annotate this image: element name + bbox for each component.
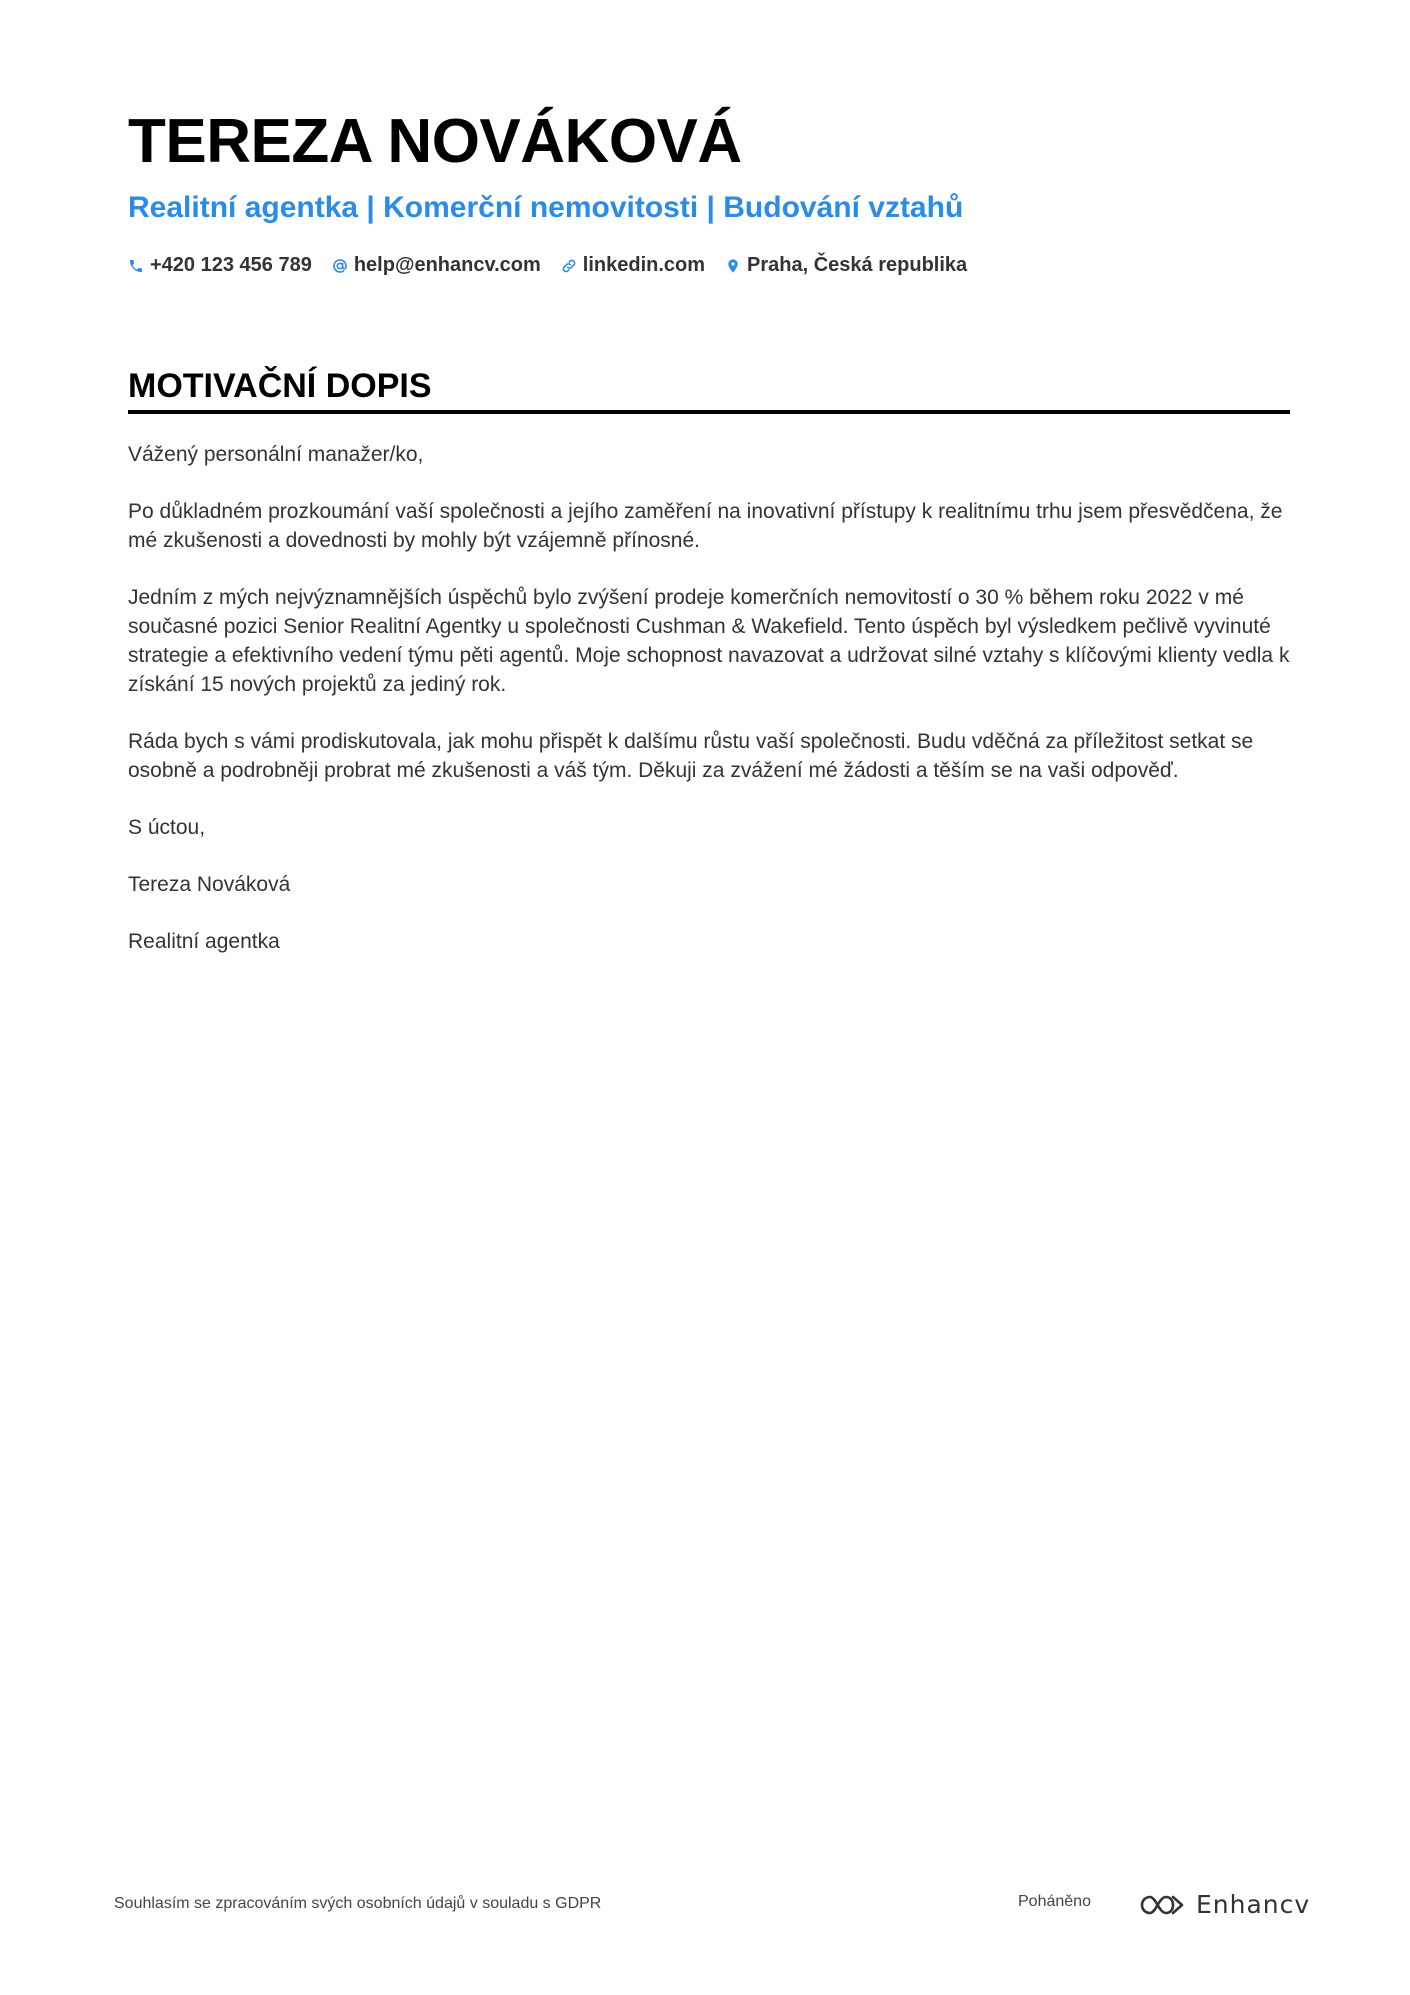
- linkedin-link[interactable]: linkedin.com: [582, 254, 706, 276]
- signature-title: Realitní agentka: [128, 930, 280, 953]
- gdpr-consent: Souhlasím se zpracováním svých osobních údajů v souladu s GDPR: [114, 1895, 602, 1912]
- location-text: Praha, Česká republika: [747, 254, 968, 276]
- contact-linkedin[interactable]: [561, 254, 705, 277]
- letter-closing: S úctou,: [128, 816, 206, 839]
- letter-body: [128, 440, 1296, 984]
- map-pin-icon: [725, 258, 741, 274]
- brand-logo[interactable]: [1138, 1890, 1310, 1919]
- phone-number: +420 123 456 789: [150, 254, 312, 276]
- contact-phone: [128, 254, 312, 277]
- letter-paragraph: Ráda bych s vámi prodiskutovala, jak mohu přispět k dalšímu růstu vaší společnosti. Budu vděčná za příležitost setkat se osobně a podrobněji probrat mé zkušenosti a váš tým. Děkuji za zvážení mé žádosti a těším se na vaši odpověď.: [128, 730, 1254, 782]
- email-address[interactable]: help@enhancv.com: [353, 254, 541, 276]
- powered-by-label: Poháněno: [1018, 1893, 1091, 1910]
- candidate-name: TEREZA NOVÁKOVÁ: [128, 107, 742, 176]
- contact-email[interactable]: [332, 254, 541, 277]
- letter-paragraph: Jedním z mých nejvýznamnějších úspěchů bylo zvýšení prodeje komerčních nemovitostí o 30 % během roku 2022 v mé současné pozici Senior Realitní Agentky u společnosti Cushman & Wakefield. Tento úspěch byl výsledkem pečlivě vyvinuté strategie a efektivního vedení týmu pěti agentů. Moje schopnost navazovat a udržovat silné vztahy s klíčovými klienty vedla k získání 15 nových projektů za jediný rok.: [128, 586, 1290, 696]
- signature-name: Tereza Nováková: [128, 873, 291, 896]
- contact-bar: [128, 254, 967, 277]
- section-title: MOTIVAČNÍ DOPIS: [128, 367, 432, 405]
- letter-salutation: Vážený personální manažer/ko,: [128, 443, 424, 466]
- contact-location: [725, 254, 967, 277]
- letter-paragraph: Po důkladném prozkoumání vaší společnosti a jejího zaměření na inovativní přístupy k realitnímu trhu jsem přesvědčena, že mé zkušenosti a dovednosti by mohly být vzájemně přínosné.: [128, 500, 1283, 552]
- at-icon: [332, 258, 348, 274]
- section-divider: [128, 410, 1290, 414]
- candidate-headline: Realitní agentka | Komerční nemovitosti | Budování vztahů: [128, 191, 964, 224]
- enhancv-logo-icon: [1138, 1892, 1186, 1918]
- brand-name: Enhancv: [1196, 1890, 1311, 1919]
- phone-icon: [128, 258, 144, 274]
- link-icon: [561, 258, 577, 274]
